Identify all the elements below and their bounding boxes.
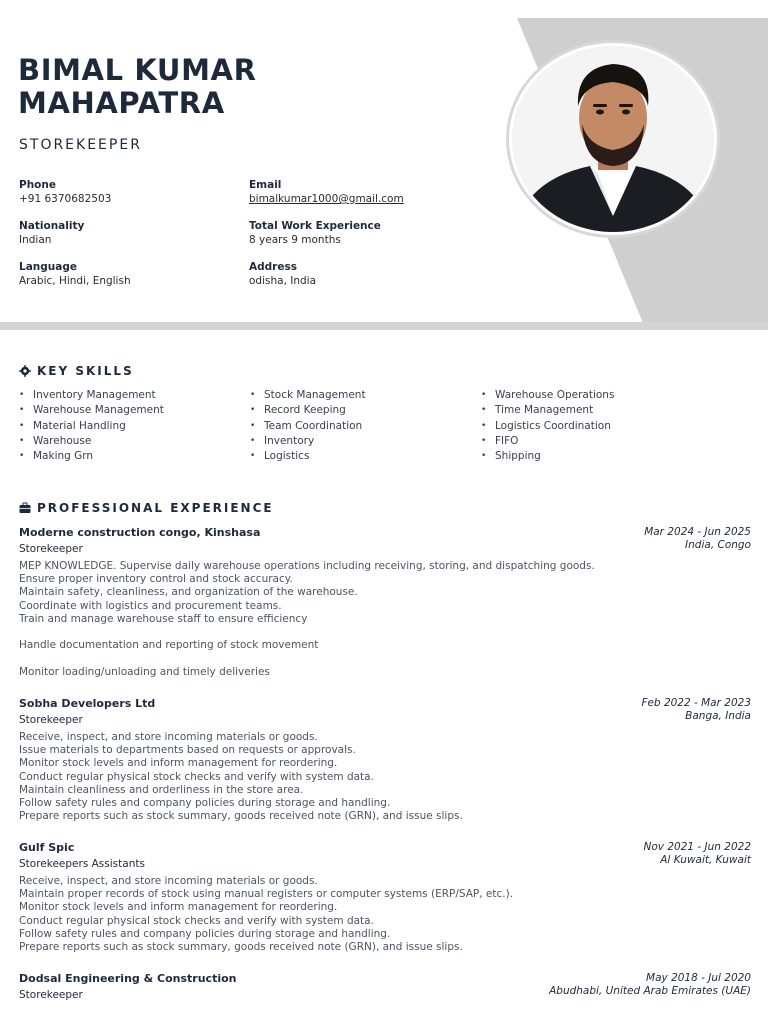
job-location: India, Congo — [685, 539, 751, 551]
job-entry — [19, 841, 751, 961]
language-block — [19, 260, 239, 288]
profile-photo-illustration — [512, 46, 714, 232]
phone-block — [19, 178, 239, 206]
job-dates: Nov 2021 - Jun 2022 — [643, 841, 751, 853]
candidate-name: BIMAL KUMAR MAHAPATRA — [18, 53, 257, 120]
experience-block — [249, 219, 469, 247]
job-role: Storekeeper — [19, 989, 83, 1001]
job-duty: Receive, inspect, and store incoming materials or goods. — [19, 731, 318, 743]
job-dates: Mar 2024 - Jun 2025 — [644, 526, 751, 538]
skill-item: • Record Keeping — [250, 403, 470, 418]
job-duty: Monitor loading/unloading and timely deliveries — [19, 665, 270, 678]
job-duty: Train and manage warehouse staff to ensure efficiency — [19, 612, 308, 625]
job-duty: Monitor stock levels and inform management for reordering. — [19, 901, 338, 914]
job-duty: Follow safety rules and company policies during storage and handling. — [19, 927, 391, 940]
skill-item: • Making Grn — [19, 449, 239, 464]
key-skills-heading — [19, 364, 134, 378]
experience-heading — [19, 501, 274, 515]
profile-photo — [512, 46, 714, 232]
job-duty: Ensure proper inventory control and stock accuracy. — [19, 573, 293, 586]
job-entry — [19, 526, 751, 686]
job-duty: Receive, inspect, and store incoming materials or goods. — [19, 875, 318, 887]
header-divider — [0, 322, 768, 330]
skill-item: • Team Coordination — [250, 419, 470, 434]
job-location: Banga, India — [685, 710, 751, 722]
address-value: odisha, India — [249, 275, 317, 287]
job-company: Sobha Developers Ltd — [19, 697, 156, 710]
resume-header — [0, 0, 768, 330]
job-company: Dodsal Engineering & Construction — [19, 972, 237, 985]
experience-value: 8 years 9 months — [249, 234, 341, 246]
address-label: Address — [249, 261, 297, 273]
job-duty: Prepare reports such as stock summary, goods received note (GRN), and issue slips. — [19, 810, 463, 823]
job-duty: Conduct regular physical stock checks and verify with system data. — [19, 770, 374, 783]
skill-item: • Stock Management — [250, 388, 470, 403]
nationality-value: Indian — [19, 234, 52, 246]
nationality-block — [19, 219, 239, 247]
job-description — [19, 731, 659, 823]
skill-item: • FIFO — [481, 434, 701, 449]
job-duty: Maintain cleanliness and orderliness in the store area. — [19, 783, 304, 796]
skill-item: • Inventory — [250, 434, 470, 449]
skill-item: • Warehouse Management — [19, 403, 239, 418]
key-skills-title: KEY SKILLS — [37, 364, 134, 378]
skill-item: • Logistics Coordination — [481, 419, 701, 434]
language-label: Language — [19, 261, 77, 273]
skill-item: • Material Handling — [19, 419, 239, 434]
job-description — [19, 560, 659, 679]
job-role: Storekeepers Assistants — [19, 858, 145, 870]
skill-item: • Shipping — [481, 449, 701, 464]
job-duty: Follow safety rules and company policies during storage and handling. — [19, 797, 391, 810]
gear-icon — [19, 365, 31, 377]
phone-value: +91 6370682503 — [19, 193, 112, 205]
job-description — [19, 875, 659, 954]
nationality-label: Nationality — [19, 220, 85, 232]
job-entry — [19, 972, 751, 1012]
email-link[interactable]: bimalkumar1000@gmail.com — [249, 193, 404, 205]
job-duty: Issue materials to departments based on requests or approvals. — [19, 744, 356, 757]
email-block — [249, 178, 469, 206]
skills-column-3 — [481, 388, 701, 464]
job-duty: Coordinate with logistics and procurement teams. — [19, 599, 282, 612]
job-location: Abudhabi, United Arab Emirates (UAE) — [549, 985, 751, 997]
address-block — [249, 260, 469, 288]
skill-item: • Warehouse Operations — [481, 388, 701, 403]
experience-title: PROFESSIONAL EXPERIENCE — [37, 501, 274, 515]
job-duty: Maintain safety, cleanliness, and organization of the warehouse. — [19, 586, 358, 599]
briefcase-icon — [19, 502, 31, 514]
job-role: Storekeeper — [19, 543, 83, 555]
email-label: Email — [249, 179, 282, 191]
job-duty: Conduct regular physical stock checks and verify with system data. — [19, 914, 374, 927]
skill-item: • Time Management — [481, 403, 701, 418]
skills-column-2 — [250, 388, 470, 464]
skills-column-1 — [19, 388, 239, 464]
job-duty: Maintain proper records of stock using manual registers or computer systems (ERP/SAP, etc.). — [19, 888, 514, 901]
job-dates: Feb 2022 - Mar 2023 — [641, 697, 751, 709]
job-entry — [19, 697, 751, 832]
job-role: Storekeeper — [19, 714, 83, 726]
skill-item: • Inventory Management — [19, 388, 239, 403]
job-company: Moderne construction congo, Kinshasa — [19, 526, 261, 539]
job-duty: MEP KNOWLEDGE. Supervise daily warehouse operations including receiving, storing, and dispatching goods. — [19, 560, 595, 572]
phone-label: Phone — [19, 179, 56, 191]
job-dates: May 2018 - Jul 2020 — [646, 972, 751, 984]
candidate-title: STOREKEEPER — [19, 137, 142, 153]
experience-label: Total Work Experience — [249, 220, 381, 232]
job-duty: Monitor stock levels and inform management for reordering. — [19, 757, 338, 770]
job-company: Gulf Spic — [19, 841, 75, 854]
language-value: Arabic, Hindi, English — [19, 275, 131, 287]
job-duty: Handle documentation and reporting of stock movement — [19, 639, 319, 652]
job-location: Al Kuwait, Kuwait — [660, 854, 751, 866]
job-duty: Prepare reports such as stock summary, goods received note (GRN), and issue slips. — [19, 941, 463, 954]
skill-item: • Warehouse — [19, 434, 239, 449]
skill-item: • Logistics — [250, 449, 470, 464]
